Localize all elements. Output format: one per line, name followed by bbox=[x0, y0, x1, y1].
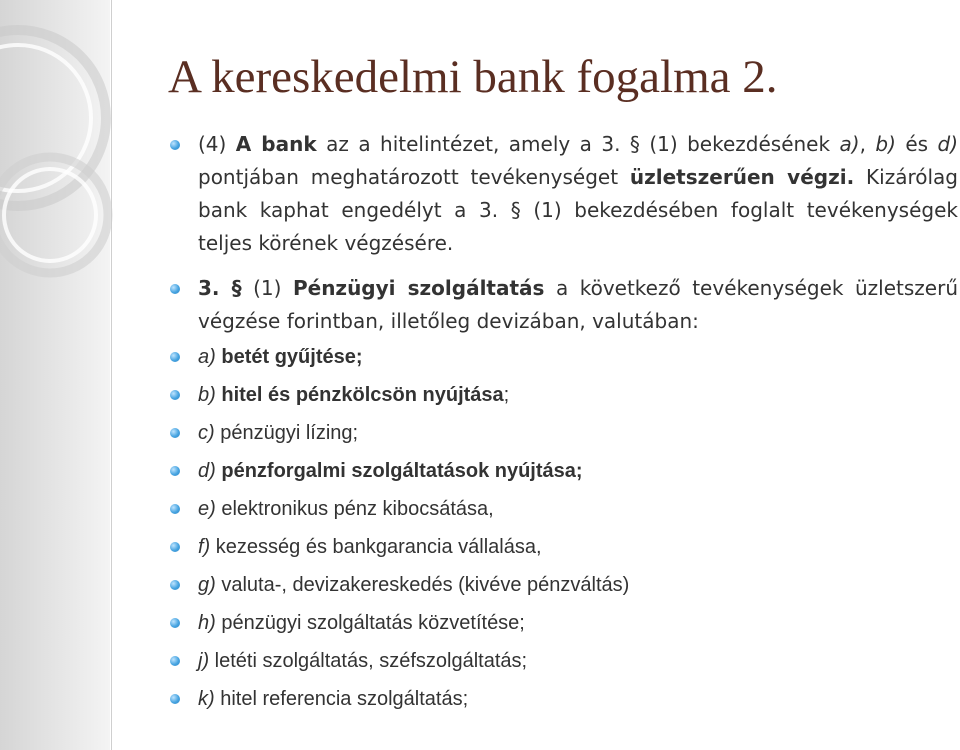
text-segment: az a hitelintézet, amely a 3. § (1) bekezdésének bbox=[316, 132, 840, 156]
bullet-icon bbox=[170, 694, 180, 704]
bullet-icon bbox=[170, 284, 180, 294]
item-text: elektronikus pénz kibocsátása, bbox=[221, 498, 494, 520]
bullet-icon bbox=[170, 504, 180, 514]
italic-segment: d) bbox=[937, 132, 959, 156]
slide-content bbox=[168, 128, 958, 718]
text-segment: , bbox=[859, 132, 876, 156]
item-letter: h) bbox=[198, 612, 216, 634]
item-letter: j) bbox=[198, 650, 210, 672]
list-item bbox=[168, 566, 958, 604]
item-text: letéti szolgáltatás, széfszolgáltatás; bbox=[214, 650, 528, 672]
item-letter: d) bbox=[198, 460, 216, 482]
item-text: pénzügyi lízing; bbox=[220, 422, 359, 444]
list-item bbox=[168, 680, 958, 718]
service-list bbox=[168, 338, 958, 718]
bullet-icon bbox=[170, 656, 180, 666]
item-bold-text: hitel és pénzkölcsön nyújtása bbox=[221, 384, 504, 406]
bullet-icon bbox=[170, 618, 180, 628]
text-segment: Kizárólag bank kaphat engedélyt a 3. § (1) bekezdésében foglalt tevékenységek teljes körének végzésére. bbox=[198, 165, 958, 255]
item-bold-text: betét gyűjtése; bbox=[221, 346, 363, 368]
paragraph-bank-definition bbox=[168, 128, 958, 260]
list-item bbox=[168, 338, 958, 376]
list-item bbox=[168, 452, 958, 490]
list-item bbox=[168, 414, 958, 452]
bold-segment: A bank bbox=[235, 132, 317, 156]
italic-segment: a) bbox=[839, 132, 860, 156]
decorative-rings bbox=[0, 0, 170, 320]
bold-segment: Pénzügyi szolgáltatás bbox=[292, 276, 545, 300]
text-segment: (1) bbox=[241, 276, 293, 300]
text-segment: pontjában meghatározott tevékenységet bbox=[198, 165, 630, 189]
item-letter: e) bbox=[198, 498, 216, 520]
italic-segment: b) bbox=[875, 132, 896, 156]
item-text: pénzügyi szolgáltatás közvetítése; bbox=[221, 612, 525, 634]
bullet-icon bbox=[170, 390, 180, 400]
item-text: kezesség és bankgarancia vállalása, bbox=[215, 536, 542, 558]
text-segment: (4) bbox=[198, 132, 236, 156]
bullet-icon bbox=[170, 352, 180, 362]
item-letter: c) bbox=[198, 422, 215, 444]
item-letter: g) bbox=[198, 574, 216, 596]
text-segment: a következő tevékenységek üzletszerű végzése forintban, illetőleg devizában, valutában: bbox=[198, 276, 958, 333]
item-text: hitel referencia szolgáltatás; bbox=[220, 688, 469, 710]
list-item bbox=[168, 604, 958, 642]
list-item bbox=[168, 642, 958, 680]
item-letter: f) bbox=[198, 536, 211, 558]
item-letter: b) bbox=[198, 384, 216, 406]
item-text: ; bbox=[503, 384, 510, 406]
bullet-icon bbox=[170, 428, 180, 438]
item-letter: a) bbox=[198, 346, 216, 368]
paragraph-financial-service bbox=[168, 272, 958, 338]
item-letter: k) bbox=[198, 688, 215, 710]
item-text: valuta-, devizakereskedés (kivéve pénzváltás) bbox=[221, 574, 630, 596]
list-item bbox=[168, 376, 958, 414]
bullet-icon bbox=[170, 542, 180, 552]
bullet-icon bbox=[170, 466, 180, 476]
bold-segment: üzletszerűen végzi. bbox=[629, 165, 855, 189]
bullet-icon bbox=[170, 140, 180, 150]
bullet-icon bbox=[170, 580, 180, 590]
text-segment: és bbox=[895, 132, 938, 156]
list-item bbox=[168, 490, 958, 528]
slide-title: A kereskedelmi bank fogalma 2. bbox=[168, 51, 778, 103]
item-bold-text: pénzforgalmi szolgáltatások nyújtása; bbox=[221, 460, 583, 482]
bold-segment: 3. § bbox=[198, 276, 242, 300]
list-item bbox=[168, 528, 958, 566]
